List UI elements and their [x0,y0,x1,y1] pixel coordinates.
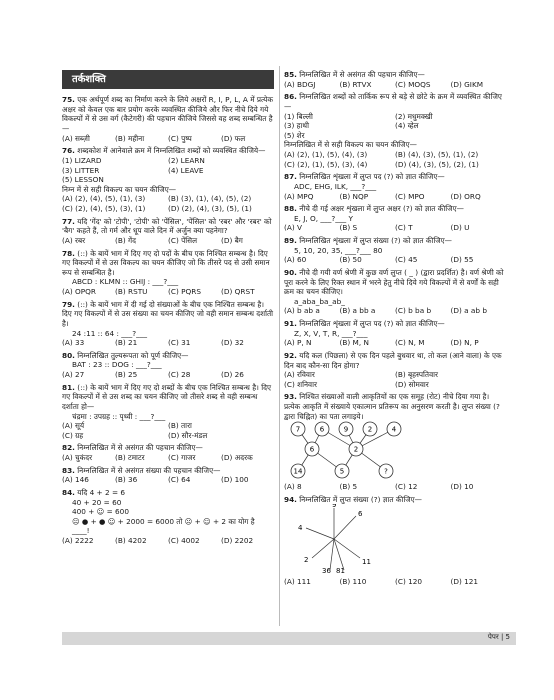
option: (B) तारा [168,421,192,431]
question-stem: निम्नलिखित में लुप्त संख्या (?) ज्ञात कीजिए— [299,494,422,504]
option: (A) P, N [284,338,312,348]
options-grid [62,156,274,185]
option: (B) 21 [115,338,138,348]
question-number: 84. [62,487,75,497]
option: (D) QRST [221,287,255,297]
option: (D) U [450,223,470,233]
question-number: 94. [284,494,297,504]
question [284,172,506,201]
question-line: 24 :11 :: 64 : ___?___ [72,328,148,338]
top-node-value: 2 [367,425,373,434]
ray-label: 81 [336,567,345,575]
option: (D) अदरक [221,453,253,463]
option: (C) पुष्प [168,133,192,143]
question-number: 75. [62,95,75,105]
instruction-text: निम्न में से सही विकल्प का चयन कीजिए— [62,184,177,194]
question [284,351,506,390]
question-stem: निम्नलिखित शृंखला में लुप्त पद (?) को ज्ञात कीजिए— [299,172,445,182]
question-number: 87. [284,172,297,182]
option: (A) b ab a [284,306,320,316]
question-text [284,319,506,329]
question [62,300,274,348]
question-line: a_aba_ba_ab_ [294,296,345,306]
number-figure [284,421,444,479]
options-grid [62,475,274,485]
option: (3) LITTER [62,165,100,175]
page-number: 5 [505,633,510,641]
option: (D) 10 [450,481,474,491]
options-grid [284,306,506,316]
option: (A) 27 [62,370,85,380]
option [395,131,506,141]
option: (B) NQP [339,191,369,201]
option: (B) बृहस्पतिवार [395,370,439,380]
option: (C) MOQS [395,79,431,89]
question [284,236,506,265]
question-number: 79. [62,299,75,309]
option: (D) बैग [221,235,243,245]
question-text [62,466,274,476]
option: (D) a ab b [450,306,487,316]
question [284,204,506,233]
ray-label: 4 [298,524,303,533]
question-stem: एक अर्थपूर्ण शब्द का निर्माण करने के लिये अक्षरों R, I, P, L, A में प्रत्येक अक्षर को केवल एक बार प्रयोग करके व्यवस्थित कीजिये और फिर नीचे दिये गये विकल्पों में से उस वर्ग (कैटेगरी) की पहचान कीजिये जिससे वह शब्द सम्बन्धित है— [62,95,273,134]
question-number: 93. [284,392,297,402]
question [62,146,274,213]
ray-label: 9 [332,504,337,510]
question-text [284,204,506,214]
question-stem: निम्नलिखित तुल्यरूपता को पूर्ण कीजिए— [77,350,189,360]
question-text [284,172,506,182]
question-line: चंद्रमा : उपग्रह :: पृथ्वी : ___?___ [72,411,166,421]
option: (D) N, P [450,338,479,348]
question-text [284,268,506,297]
option: (A) 33 [62,338,85,348]
question [62,249,274,297]
ray-line [334,516,356,539]
option: (A) रबर [62,235,86,245]
option: (C) 120 [395,576,423,586]
footer: पेपर | 5 [62,632,516,645]
question-line: ☹ ● + ● ☺ + 2000 = 6000 तो ☹ + ☺ + 2 का योग है ____! [72,516,255,536]
question-text [62,300,274,329]
question [284,392,506,491]
question [62,466,274,485]
option: (1) LIZARD [62,155,102,165]
option: (C) T [395,223,413,233]
option: (D) 26 [221,370,244,380]
top-node-value: 4 [391,425,397,434]
option: (D) 121 [450,576,479,586]
option: (1) बिल्ली [284,111,313,121]
option: (4) LEAVE [168,165,204,175]
option: (C) शनिवार [284,379,317,389]
column-divider [279,66,280,626]
option: (B) (3), (1), (4), (5), (2) [168,194,252,204]
option: (B) (4), (3), (5), (1), (2) [395,150,479,159]
question [284,92,506,169]
option: (C) b ba b [395,306,432,316]
question-line: ADC, EHG, ILK, ___?___ [294,181,377,191]
option: (C) 64 [168,475,191,485]
middle-node-value: 2 [353,445,359,454]
option: (D) सोमवार [395,379,429,389]
question-text [62,95,274,134]
left-column [62,70,274,549]
options-grid [62,370,274,380]
option: (A) चुकंदर [62,453,93,463]
option: (B) टमाटर [115,453,145,463]
question-text [62,383,274,412]
option: (C) MPO [395,191,425,201]
question-number: 90. [284,267,297,277]
question-stem: यदि 'गेंद' को 'टोपी', 'टोपी' को 'पेंसिल', 'पेंसिल' को 'रबर' और 'रबर' को 'बैग' कहते हैं, तो गर्म और धूप वाले दिन में अर्जुन क्या पहनेगा? [62,216,272,236]
option: (B) RSTU [115,287,148,297]
question [284,70,506,89]
top-node-value: 9 [343,425,349,434]
ray-label: 11 [362,558,371,567]
ray-label: 36 [322,567,331,575]
option: (A) (2), (1), (5), (4), (3) [284,150,368,159]
question-text [284,392,506,421]
question-stem: निम्नलिखित शृंखला में लुप्त संख्या (?) को ज्ञात कीजिए— [299,236,452,245]
option: (2) LEARN [168,155,205,165]
question-stem: (::) के बायें भाग में दिए गए दो शब्दों के बीच एक निश्चित सम्बन्ध है। दिए गए विकल्पों में से उस शब्द का चयन कीजिए जो तीसरे शब्द से वही सम्बन्ध दर्शाता हो— [62,382,271,411]
bottom-node-value: 14 [293,467,303,476]
options-grid [62,287,274,297]
question-number: 83. [62,465,75,475]
ray-label: 2 [304,556,309,565]
option: (D) 32 [221,338,244,348]
option: (C) गाजर [168,453,196,463]
ray-line [312,539,334,558]
question-stem: निम्नलिखित शृंखला में लुप्त पद (?) को ज्ञात कीजिए— [299,319,445,328]
option: (D) सौर-मंडल [168,430,208,440]
option: (A) सब्ज़ी [62,133,90,143]
option: (D) ORQ [450,191,481,201]
option: (3) हाथी [284,121,309,131]
option: (C) 45 [395,255,418,265]
question-text [284,70,506,80]
option: (D) (4), (3), (5), (2), (1) [395,159,479,169]
option: (A) 60 [284,255,307,265]
top-node-value: 7 [295,425,301,434]
question [284,495,506,587]
question-line: BAT : 23 :: DOG : ___?___ [72,360,162,370]
option: (C) (2), (1), (5), (3), (4) [284,159,368,169]
option: (C) 12 [395,481,418,491]
question-text [62,249,274,278]
option: (C) पेंसिल [168,235,198,245]
option: (B) S [339,223,358,233]
question [62,443,274,462]
question-number: 81. [62,382,75,392]
option: (B) 4202 [115,536,147,546]
ray-line [330,539,334,570]
options-grid [284,192,506,202]
option: (D) GIKM [450,79,484,89]
options-grid [284,80,506,90]
option: (A) V [284,223,302,233]
question-number: 80. [62,350,75,360]
question-text [284,351,506,370]
question-stem: (::) के बायें भाग में दी गई दो संख्याओं के बीच एक निश्चित सम्बन्ध है। दिए गए विकल्पों में से उस संख्या का चयन कीजिए जो वही समान सम्बन्ध दर्शाती है। [62,299,274,328]
option: (D) 55 [450,255,474,265]
options-grid [62,194,274,213]
question-number: 77. [62,216,75,226]
top-node-value: 6 [319,425,325,434]
footer-label: पेपर [487,633,499,641]
options-grid [62,236,274,246]
question-line: 40 + 20 = 60 [72,497,122,507]
question-number: 88. [284,204,297,214]
question-stem: नीचे दी गई अक्षर शृंखला में लुप्त अक्षर (?) को ज्ञात कीजिए— [299,204,464,214]
options-grid [284,577,506,587]
option: (C) (2), (4), (5), (3), (1) [62,204,146,214]
options-grid [62,134,274,144]
option: (A) सूर्य [62,421,85,431]
option [168,175,274,185]
question-line: 400 + ☺ = 600 [72,507,129,517]
question-stem: निम्नलिखित में से असंगत की पहचान कीजिए— [299,70,425,79]
question-text [62,351,274,361]
question-line: Z, X, V, T, R, ___?___ [294,328,368,338]
question-line: ABCD : KLMN :: GHIJ : ___?___ [72,277,179,287]
star-figure [284,504,404,574]
options-grid [284,338,506,348]
option: (B) 50 [339,255,362,265]
question [62,217,274,246]
question-stem: (::) के बायें भाग में दिए गए दो पदों के बीच एक निश्चित सम्बन्ध है। दिए गए विकल्पों में से उस विकल्प का चयन कीजिए जो कि तीसरे पद से उसी समान रूप से सम्बन्धित है। [62,248,270,277]
option: (C) N, M [395,338,425,348]
option: (B) M, N [339,338,369,348]
section-title: तर्कशक्ति [62,70,274,89]
option: (A) MPQ [284,191,314,201]
option: (D) 2202 [221,536,254,546]
question-stem: शब्दकोश में आनेवाले क्रम में निम्नलिखित शब्दों को व्यवस्थित कीजिये— [77,146,266,156]
question-stem: निम्नलिखित में से असंगत संख्या की पहचान कीजिए— [77,465,221,475]
middle-node-value: 6 [309,445,315,454]
question-line: E, J, O, ___?___ Y [294,213,353,223]
question-stem: निश्चित संख्याओं वाली आकृतियों का एक समूह (रोट) नीचे दिया गया है। प्रत्येक आकृति में संख्याये एकात्मान प्रतिरूप का अनुसरण करती है। लुप्त संख्या (? द्वारा चिह्नित) का पता लगाइये। [284,392,500,421]
question-number: 78. [62,248,75,258]
option: (B) 110 [339,576,367,586]
option: (A) रविवार [284,370,315,380]
question-stem: यदि 4 + 2 = 6 [77,487,126,497]
option: (A) OPQR [62,287,96,297]
option: (A) 2222 [62,536,94,546]
option: (C) PQRS [168,287,201,297]
question-text [284,236,506,246]
question-text [62,146,274,156]
option: (B) 36 [115,475,138,485]
ray-line [334,539,344,570]
question-number: 89. [284,236,297,245]
question-text [62,443,274,453]
question [284,319,506,348]
option: (C) ग्रह [62,430,84,440]
question [62,488,274,546]
question-number: 76. [62,146,75,156]
right-column [284,70,506,589]
options-grid [284,112,506,141]
question [62,95,274,143]
options-grid [62,338,274,348]
option: (D) 100 [221,475,249,485]
option: (B) 5 [339,481,358,491]
options-grid [284,255,506,265]
option: (B) 25 [115,370,138,380]
option: (A) 146 [62,475,89,485]
question [62,351,274,380]
question-number: 85. [284,70,297,79]
question-number: 92. [284,350,297,360]
option: (4) व्हेल [395,121,419,131]
question-number: 86. [284,92,297,102]
option: (A) 111 [284,576,311,586]
question-stem: निम्नलिखित में से असंगत की पहचान कीजिए— [77,443,203,453]
option: (B) RTVX [339,79,372,89]
option: (A) BDGJ [284,79,316,89]
options-grid [284,223,506,233]
question-line: 5, 10, 20, 35, ___?___ 80 [294,245,383,255]
question-text [284,92,506,111]
instruction-text: निम्नलिखित में से सही विकल्प का चयन कीजिए— [284,140,417,150]
question-stem: निम्नलिखित शब्दों को तार्किक रूप से बड़े से छोटे के क्रम में व्यवस्थित कीजिए— [284,92,502,111]
options-grid [284,370,506,389]
option: (C) 31 [168,338,191,348]
options-grid [62,453,274,463]
option: (C) 4002 [168,536,200,546]
option: (5) शेर [284,130,305,140]
option: (2) मधुमक्खी [395,111,433,121]
question [62,383,274,441]
question-text [284,495,506,505]
option: (D) फल [221,133,246,143]
question-text [62,217,274,236]
options-grid [284,150,506,169]
options-grid [284,482,506,492]
question-stem: नीचे दी गयी वर्ण श्रेणी में कुछ वर्ण लुप्त ( _ ) (द्वारा प्रदर्शित) है। वर्ण श्रेणी को पूरा करने के लिए रिक्त स्थान में भरने हेतु नीचे दिये गये विकल्पों में से वर्णों के सही क्रम का चयन कीजिए। [284,267,504,297]
question [284,268,506,316]
question-number: 82. [62,443,75,453]
bottom-node-value: ? [384,467,388,476]
option: (A) (2), (4), (5), (1), (3) [62,194,146,204]
bottom-node-value: 5 [339,467,345,476]
option: (A) 8 [284,481,302,491]
option: (B) a bb a [339,306,376,316]
question-text [62,488,274,498]
ray-line [306,528,334,539]
ray-label: 6 [358,510,363,519]
option: (D) (2), (4), (3), (5), (1) [168,204,252,214]
options-grid [62,536,274,546]
option: (B) गेंद [115,235,137,245]
ray-line [334,539,360,558]
question-stem: यदि कल (पिछला) से एक दिन पहले बुधवार था, तो कल (आने वाला) के एक दिन बाद कौन-सा दिन होगा? [284,350,502,370]
option: (B) महीना [115,133,145,143]
options-grid [62,421,274,440]
question-number: 91. [284,319,297,328]
option: (5) LESSON [62,175,104,185]
option: (C) 28 [168,370,191,380]
